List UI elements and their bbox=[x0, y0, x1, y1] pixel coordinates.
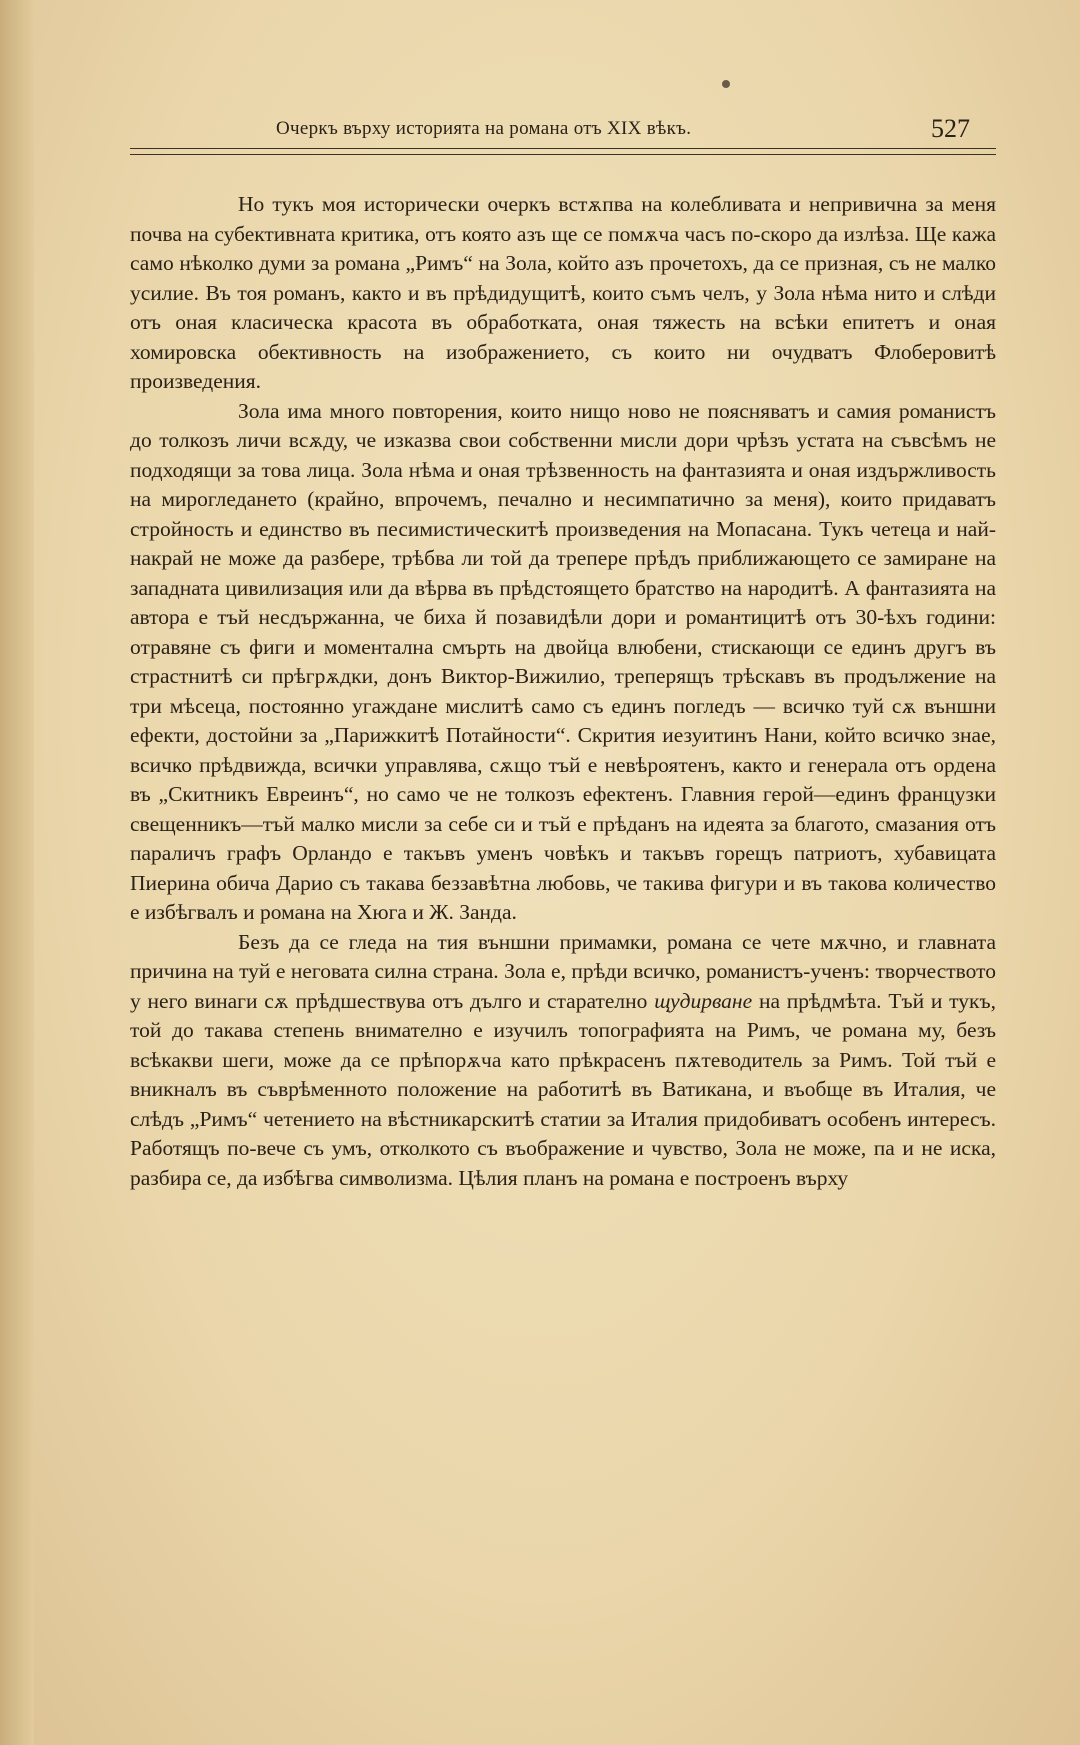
emphasized-word: щудирване bbox=[654, 988, 753, 1013]
page-edge-shadow bbox=[0, 0, 34, 1745]
running-title: Очеркъ върху историята на романа отъ XIX вѣкъ. bbox=[276, 118, 692, 139]
header-rule-top bbox=[130, 148, 996, 149]
page-number: 527 bbox=[931, 114, 970, 143]
ink-speck bbox=[722, 80, 730, 88]
running-header bbox=[130, 114, 996, 152]
paragraph-1: Но тукъ моя исторически очеркъ встѫпва на колебливата и непривична за меня почва на субективната критика, отъ която азъ ще се помѫча часъ по-скоро да излѣза. Ще кажа само нѣколко думи за романа „Римъ“ на Зола, който азъ прочетохъ, да се призная, съ не малко усилие. Въ тоя романъ, както и въ прѣдидущитѣ, които съмъ челъ, у Зола нѣма нито и слѣди отъ оная класическа красота въ обработката, оная тяжесть на всѣки епитетъ и оная хомировска обективность на изображението, съ които ни очудватъ Флоберовитѣ произведения. bbox=[130, 192, 996, 393]
paragraph-3 bbox=[130, 928, 996, 1194]
paragraph-3-part-1: Безъ да се гледа на тия външни примамки, романа се чете мѫчно, и главната причина на туй е неговата силна страна. Зола е, прѣди всичко, романистъ-ученъ: творчеството у него винаги сѫ прѣдшествува отъ дълго и старателно bbox=[130, 929, 996, 1013]
paragraph-3-part-2: на прѣдмѣта. Тъй и тукъ, той до такава степень внимателно е изучилъ топографията на Римъ, че романа му, безъ всѣкакви шеги, може да се прѣпорѫча като прѣкрасенъ пѫтеводитель за Римъ. Той тъй е вникналъ въ съврѣменното положение на работитѣ въ Ватикана, и въобще въ Италия, че слѣдъ „Римъ“ четението на вѣстникарскитѣ статии за Италия придобиватъ особенъ интересъ. Работящъ по-вече съ умъ, отколкото съ въображение и чувство, Зола не може, па и не иска, разбира се, да избѣгва символизма. Цѣлия планъ на романа е построенъ върху bbox=[130, 988, 996, 1190]
paragraph-2: Зола има много повторения, които нищо ново не поясняватъ и самия романистъ до толкозъ личи вcѫду, че изказва свои собственни мисли дори чрѣзъ устата на съвсѣмъ не подходящи за това лица. Зола нѣма и оная трѣзвенность на фантазията и оная издържливость на мирогледането (крайно, впрочемъ, печално и несимпатично за меня), които придаватъ стройность и единство въ песимистическитѣ произведения на Мопасана. Тукъ четеца и най-накрай не може да разбере, трѣбва ли той да трепере прѣдъ приближающето се замиране на западната цивилизация или да вѣрва въ прѣдстоящето братство на народитѣ. А фантазията на автора е тъй несдържанна, че биха й позавидѣли дори и романтицитѣ отъ 30-ѣхъ години: отравяне съ фиги и моментална смърть на двойца влюбени, стискающи се единъ другъ въ страстнитѣ си прѣгрѫдки, донъ Виктор-Вижилио, трепeрящъ трѣскавъ въ продължение на три мѣсеца, постоянно угаждане мислитѣ само съ единъ погледъ — всичко туй сѫ външни ефекти, достойни за „Парижкитѣ Потайности“. Скрития иезуитинъ Нани, който всичко знае, всичко прѣдвижда, всички управлява, сѫщо тъй е невѣроятенъ, както и генерала отъ ордена въ „Скитникъ Евреинъ“, но само че не толкозъ ефектенъ. Главния герой—единъ францyзки свещенникъ—тъй малко мисли за себе си и тъй е прѣданъ на идеята за благото, смазания отъ параличъ графъ Орландо е такъвъ уменъ човѣкъ и такъвъ горещъ патриотъ, хубавицата Пиерина обича Дарио съ такава беззавѣтна любовь, че такива фигури и въ такова количество е избѣгвалъ и романа на Хюга и Ж. Занда. bbox=[130, 398, 996, 924]
body-text bbox=[130, 190, 996, 1193]
header-rule-bottom bbox=[130, 154, 996, 155]
